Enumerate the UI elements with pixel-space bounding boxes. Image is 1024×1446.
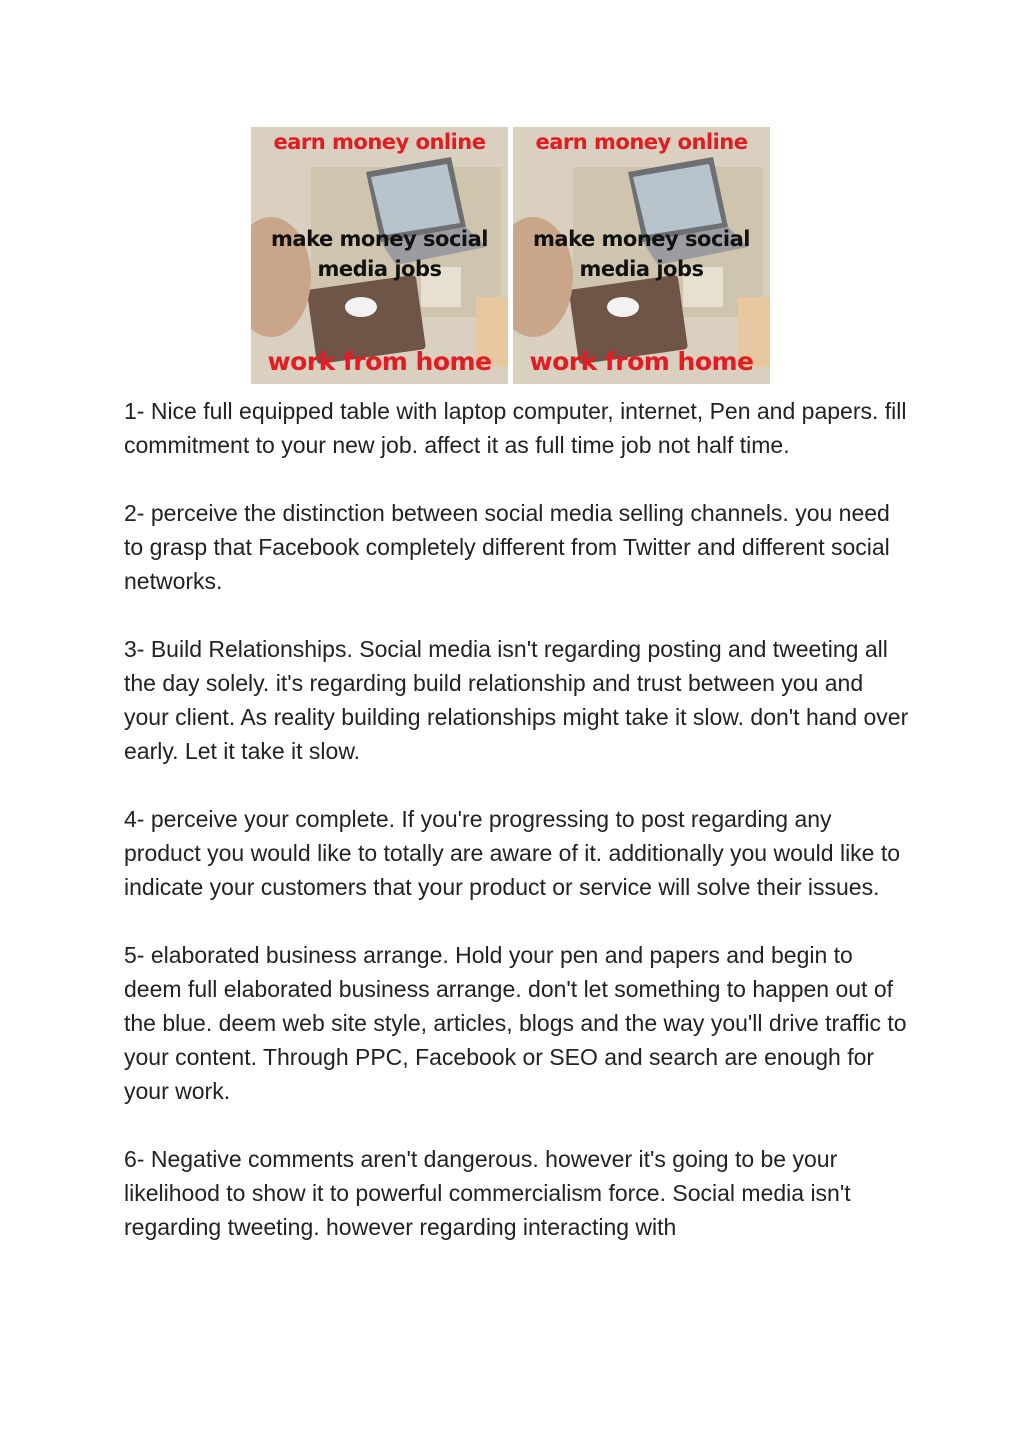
promo-title-middle-1: make money social: [533, 227, 750, 251]
desk-scene-illustration: [251, 127, 508, 384]
promo-image-right: [513, 127, 770, 384]
promo-title-middle-1: make money social: [271, 227, 488, 251]
promo-title-bottom: work from home: [267, 347, 492, 376]
promo-title-middle-2: media jobs: [317, 257, 442, 281]
promo-image-left: [251, 127, 508, 384]
paragraph-1: 1- Nice full equipped table with laptop computer, internet, Pen and papers. fill commitment to your new job. affect it as full time job not half time.: [124, 398, 907, 458]
desk-scene-illustration: [513, 127, 770, 384]
paragraph-4: 4- perceive your complete. If you're progressing to post regarding any product you would like to totally are aware of it. additionally you would like to indicate your customers that your product or service will solve their issues.: [124, 806, 901, 900]
paragraph-3: 3- Build Relationships. Social media isn't regarding posting and tweeting all the day solely. it's regarding build relationship and trust between you and your client. As reality building relationships might take it slow. don't hand over early. Let it take it slow.: [124, 636, 909, 764]
header-images: [251, 127, 770, 384]
article-body: [124, 394, 914, 1278]
promo-title-bottom: work from home: [529, 347, 754, 376]
promo-title-middle-2: media jobs: [579, 257, 704, 281]
paragraph-6: 6- Negative comments aren't dangerous. however it's going to be your likelihood to show it to powerful commercialism force. Social media isn't regarding tweeting. however regarding interacting with: [124, 1146, 851, 1240]
promo-title-top: earn money online: [535, 130, 748, 154]
promo-title-top: earn money online: [273, 130, 486, 154]
paragraph-5: 5- elaborated business arrange. Hold your pen and papers and begin to deem full elaborated business arrange. don't let something to happen out of the blue. deem web site style, articles, blogs and the way you'll drive traffic to your content. Through PPC, Facebook or SEO and search are enough for your work.: [124, 942, 907, 1104]
paragraph-2: 2- perceive the distinction between social media selling channels. you need to grasp that Facebook completely different from Twitter and different social networks.: [124, 500, 890, 594]
